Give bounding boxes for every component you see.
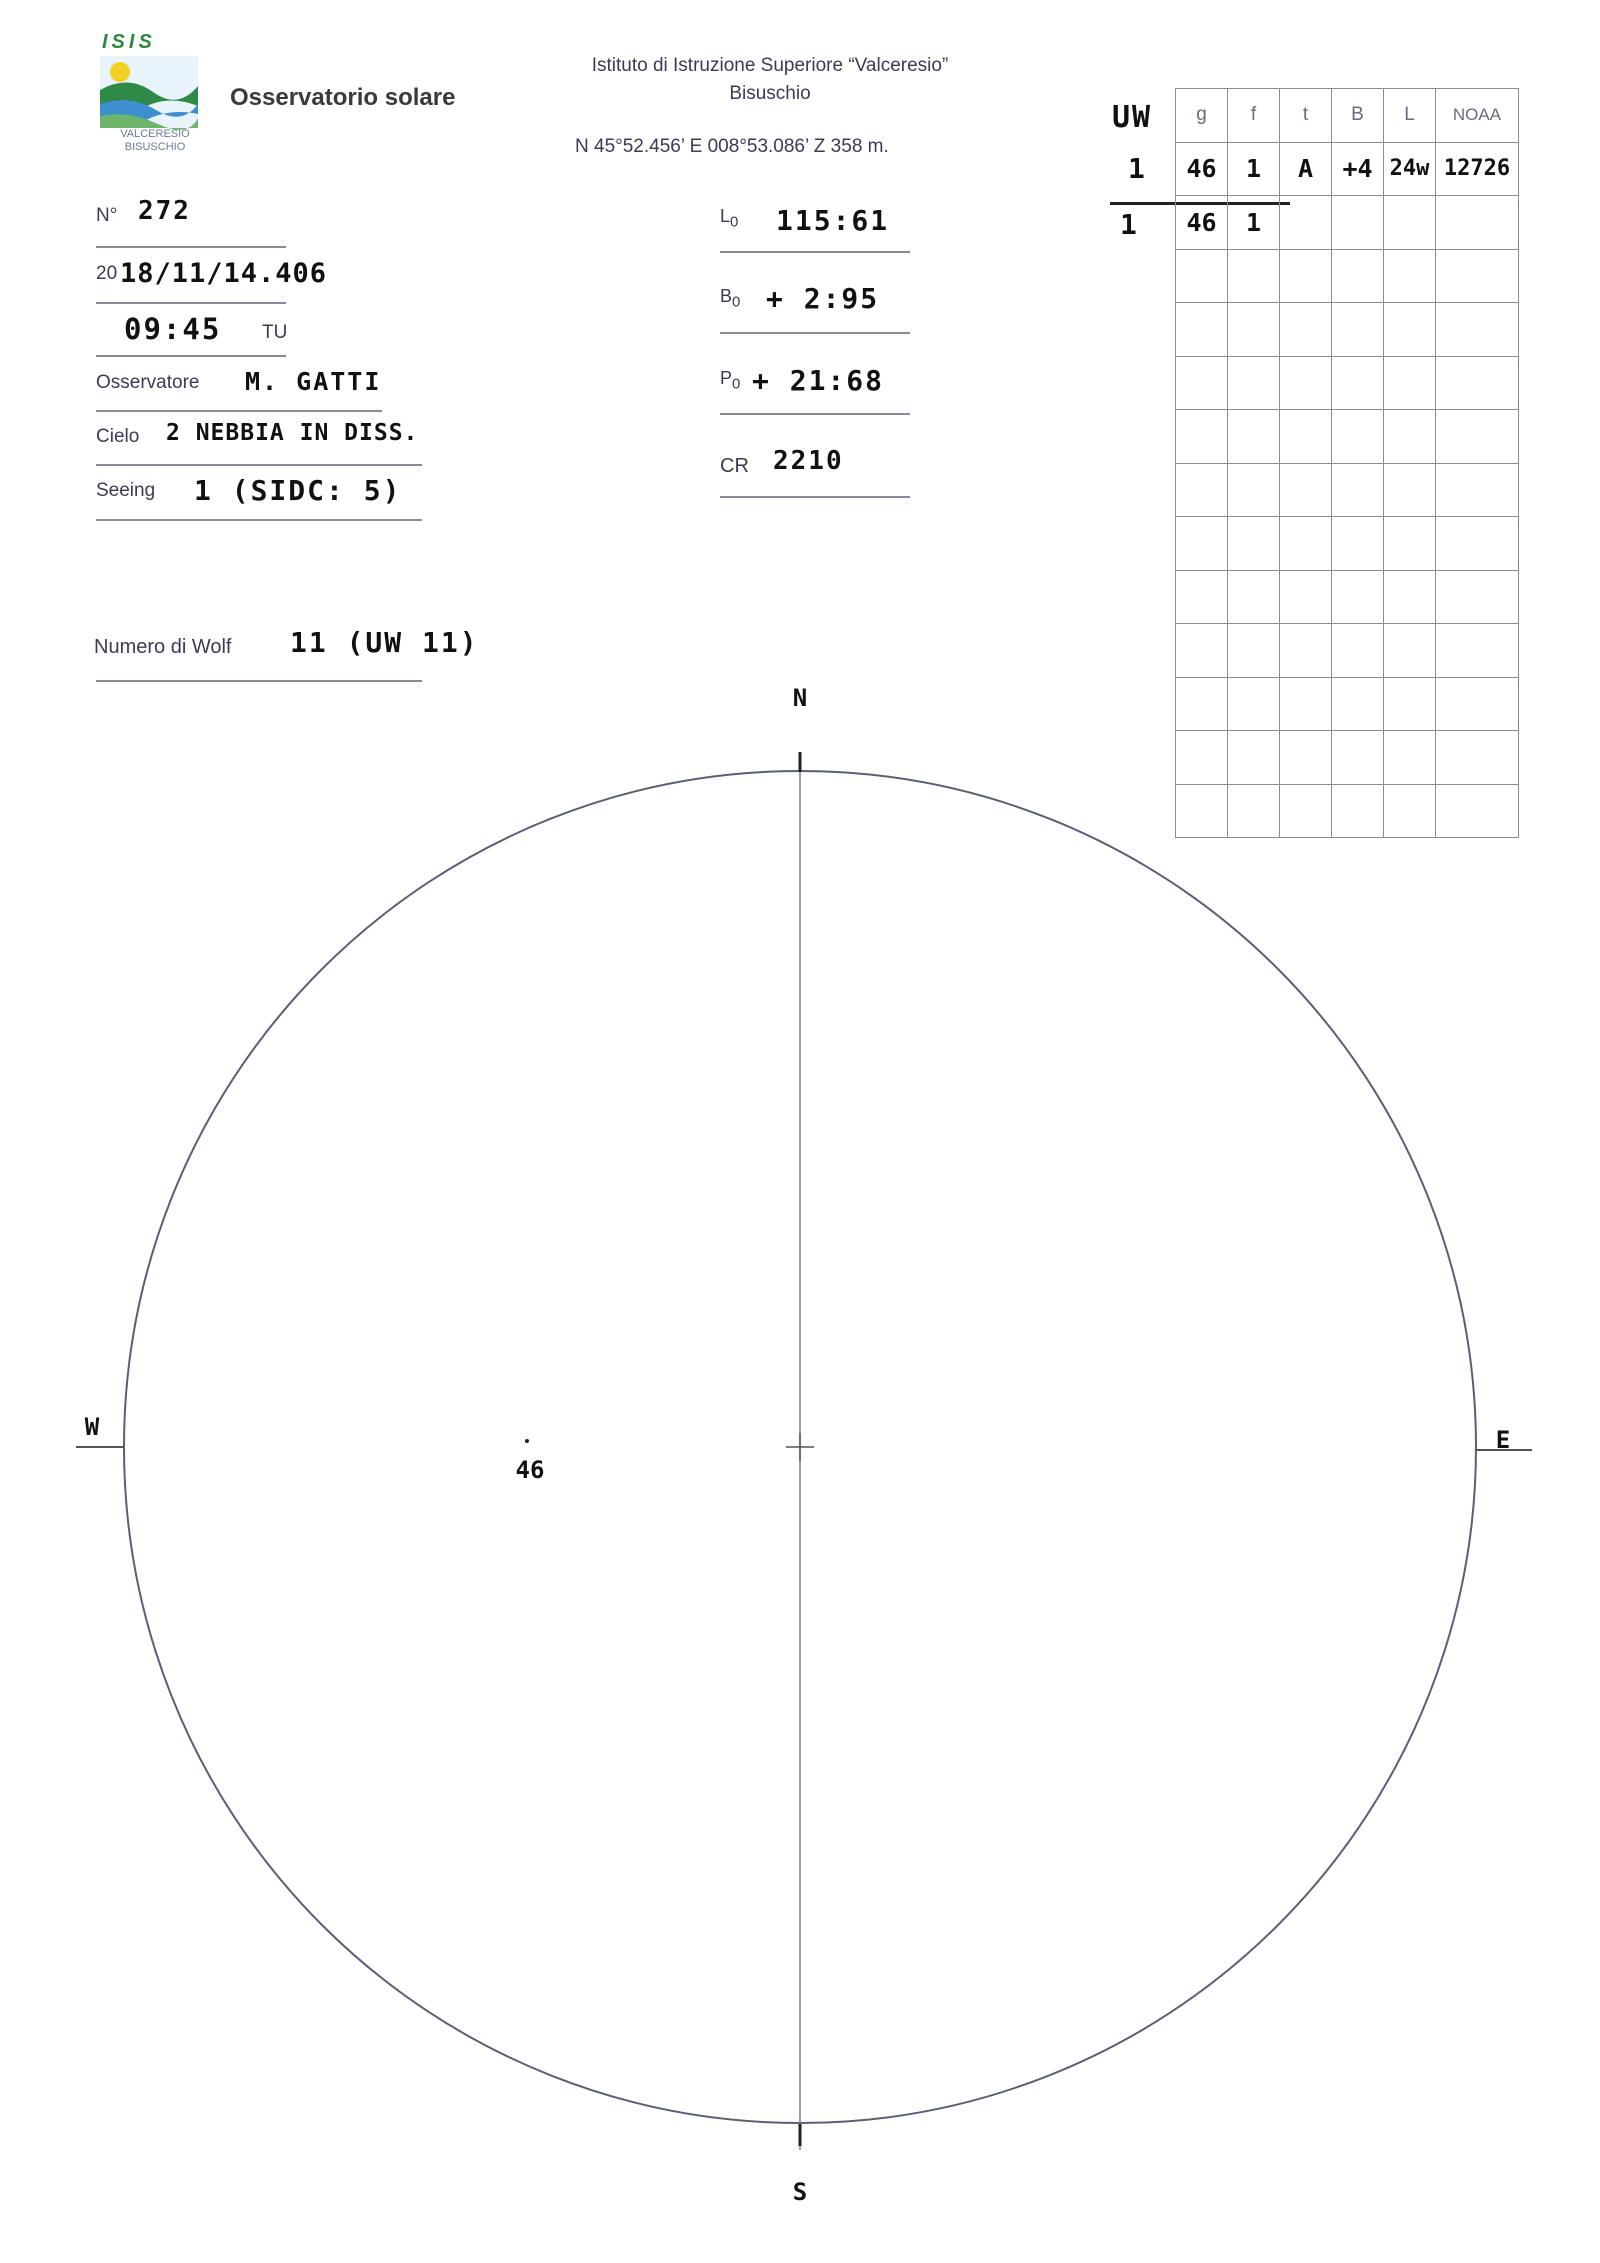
p0-label: $P_0$ [720,368,741,393]
wolf-value: 11 (UW 11) [290,626,479,659]
number-label: N° [96,205,118,226]
seeing-label: Seeing [96,480,156,501]
group-label: 46 [515,1456,545,1484]
logo-caption: VALCERESIO BISUSCHIO [120,128,190,153]
table-cell: 12726 [1436,142,1519,196]
south-label: S [792,2178,808,2206]
time-unit: TU [262,322,288,343]
wolf-label: Numero di Wolf [94,636,232,658]
table-cell: A [1280,142,1332,196]
l0-value: 115:61 [776,204,890,237]
b0-label: $B_0$ [720,286,741,311]
header-g: g [1176,89,1228,143]
observer-value: M. GATTI [245,367,382,396]
table-cell: 46 [1176,142,1228,196]
time-value: 09:45 [124,312,222,346]
date-prefix: 20 [96,263,118,284]
table-cell: 46 [1176,196,1228,250]
cr-label: CR [720,455,749,477]
north-label: N [792,684,808,712]
observatory-coordinates: N 45°52.456’ E 008°53.086’ Z 358 m. [575,136,889,157]
b0-value: + 2:95 [766,282,880,315]
east-label: E [1495,1426,1511,1454]
table-cell: 24w [1384,142,1436,196]
observer-label: Osservatore [96,372,200,393]
p0-value: + 21:68 [752,364,885,397]
west-label: W [84,1413,100,1441]
sunspot-group-46 [525,1439,529,1443]
number-value: 272 [138,196,191,226]
sky-value: 2 NEBBIA IN DISS. [166,420,419,446]
logo-wordmark: ISIS [102,31,156,53]
table-cell: 1 [1228,142,1280,196]
date-value: 18/11/14.406 [120,258,328,289]
header-f: f [1228,89,1280,143]
uw-value-2: 1 [1120,208,1139,241]
institute-line1: Istituto di Istruzione Superiore “Valceresio” [591,55,949,76]
uw-value-1: 1 [1128,152,1147,185]
page-title: Osservatorio solare [230,84,456,111]
header-l: L [1384,89,1436,143]
seeing-value: 1 (SIDC: 5) [194,474,402,507]
uw-label: UW [1112,100,1153,135]
cr-value: 2210 [773,446,844,476]
institute-line2: Bisuschio [729,83,811,104]
l0-label: $L_0$ [720,206,739,231]
table-cell: 1 [1228,196,1280,250]
header-b: B [1332,89,1384,143]
header-noaa: NOAA [1436,89,1519,143]
header-t: t [1280,89,1332,143]
sky-label: Cielo [96,426,140,447]
table-cell: +4 [1332,142,1384,196]
